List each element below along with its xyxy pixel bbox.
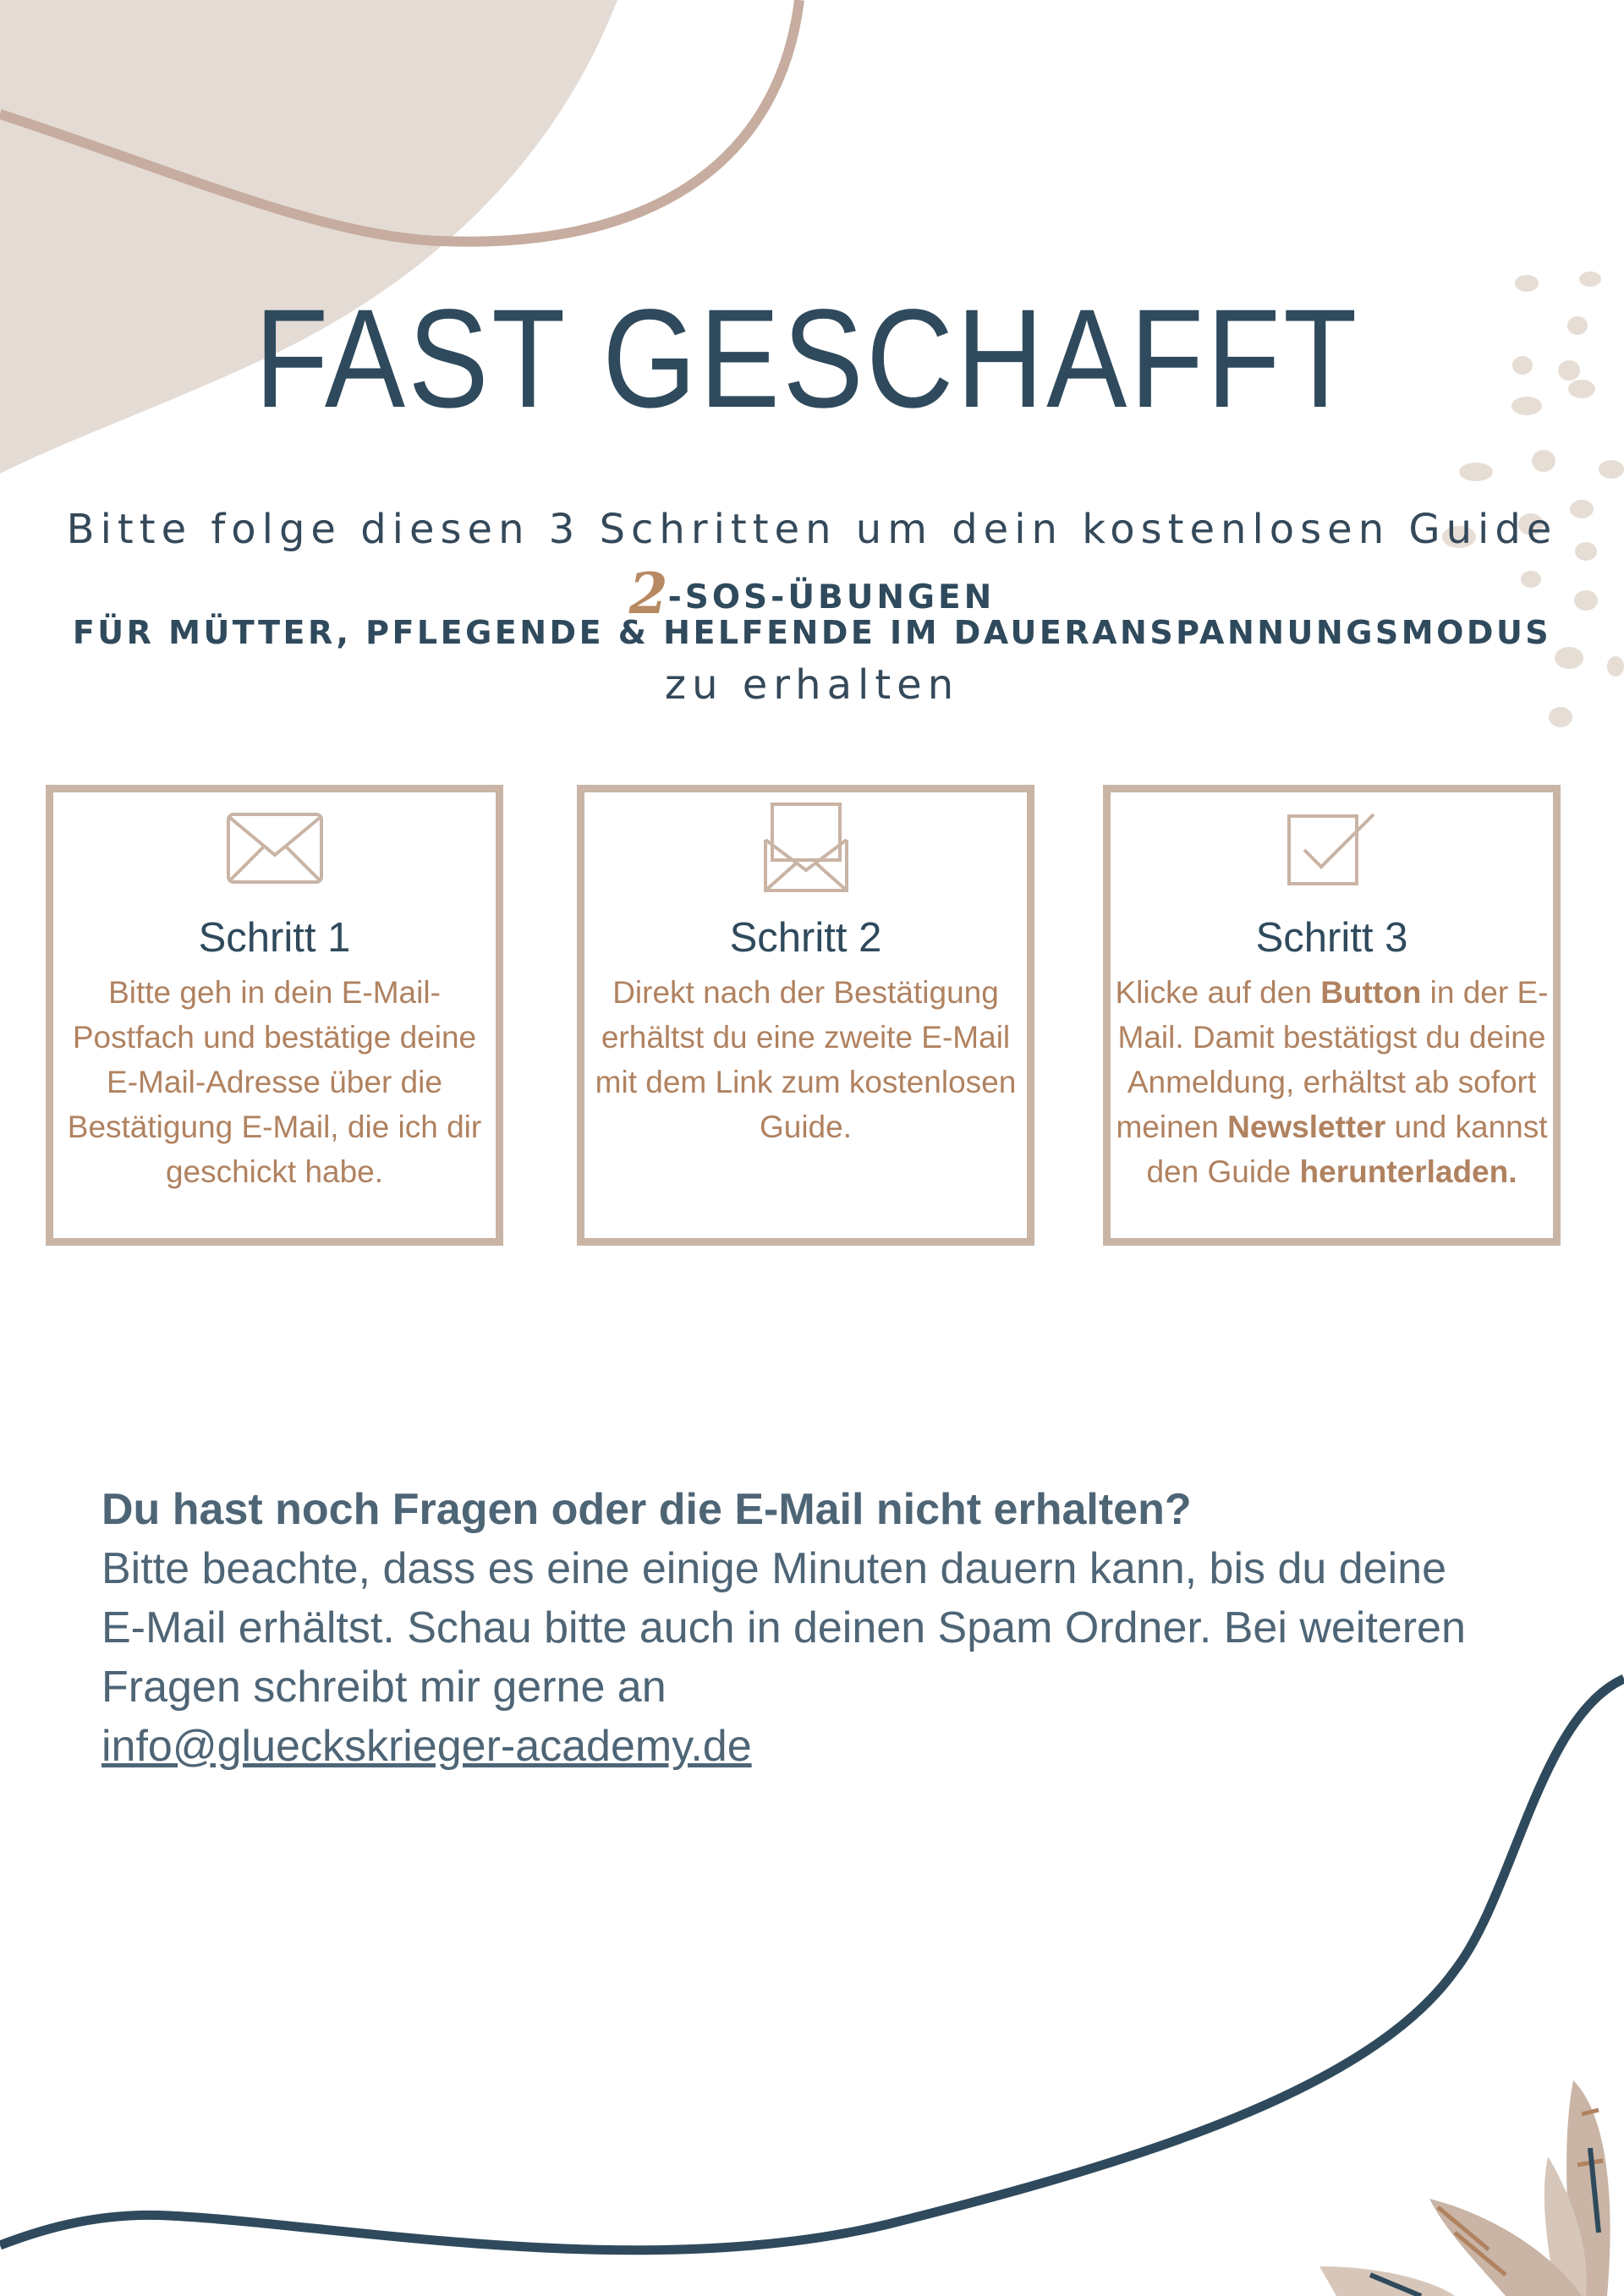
step-card-2 <box>577 785 1034 1246</box>
open-envelope-icon <box>762 801 850 894</box>
step-1-title: Schritt 1 <box>198 915 351 961</box>
step-1-text: Bitte geh in dein E-Mail-Postfach und bestätige deine E-Mail-Adresse über die Bestätigung E-Mail, die ich dir geschickt habe. <box>67 975 482 1189</box>
guide-name-line2: FÜR MÜTTER, PFLEGENDE & HELFENDE IM DAUERANSPANNUNGSMODUS <box>72 614 1552 651</box>
step-3-text-b: in der E-Mail. Damit bestätigst du deine Anmeldung, erhältst ab sofort meinen <box>1116 975 1549 1144</box>
guide-suffix: zu erhalten <box>664 661 960 709</box>
guide-name-line1: -SOS-ÜBUNGEN <box>667 578 996 616</box>
step-3-bold-download: herunterladen. <box>1299 1154 1517 1189</box>
step-card-1 <box>46 785 503 1246</box>
step-3-bold-newsletter: Newsletter <box>1227 1110 1386 1144</box>
step-3-bold-button: Button <box>1320 975 1422 1010</box>
faq-answer: Bitte beachte, dass es eine einige Minuten dauern kann, bis du deine E-Mail erhältst. Schau bitte auch in deinen Spam Ordner. Bei weiteren Fragen schreibt mir gerne an <box>102 1544 1466 1712</box>
checkbox-icon <box>1286 811 1379 889</box>
page-subtitle: Bitte folge diesen 3 Schritten um dein kostenlosen Guide <box>66 506 1558 553</box>
step-3-text-c: und kannst den Guide <box>1146 1110 1548 1189</box>
faq-section <box>102 1480 1497 1776</box>
page-title: FAST GESCHAFFT <box>255 281 1360 437</box>
step-3-text-a: Klicke auf den <box>1115 975 1312 1010</box>
leaf-decoration <box>1320 2080 1610 2296</box>
step-2-title: Schritt 2 <box>729 915 882 961</box>
step-3-title: Schritt 3 <box>1255 915 1408 961</box>
step-card-3 <box>1103 785 1561 1246</box>
faq-question: Du hast noch Fragen oder die E-Mail nicht erhalten? <box>102 1485 1192 1534</box>
envelope-icon <box>225 811 325 885</box>
guide-number: 2 <box>628 561 668 627</box>
email-link[interactable]: info@glueckskrieger-academy.de <box>102 1722 752 1771</box>
step-3-text <box>1111 970 1553 1194</box>
step-2-text: Direkt nach der Bestätigung erhältst du eine zweite E-Mail mit dem Link zum kostenlosen Guide. <box>595 975 1017 1144</box>
